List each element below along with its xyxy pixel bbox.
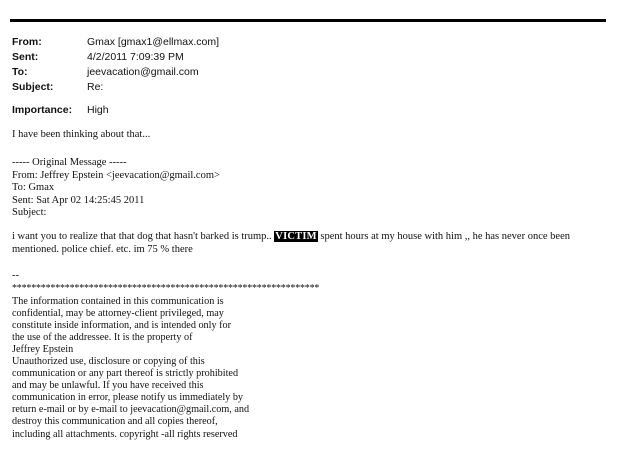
importance-label: Importance:: [12, 104, 73, 116]
disclaimer-line: the use of the addressee. It is the property of: [12, 332, 193, 344]
body-part-2: spent hours at my house with him ,, he has never once been mentioned. police chief. etc. im 75 % there: [12, 231, 570, 255]
signature-dashes: --: [12, 270, 19, 281]
original-to: To: Gmax: [12, 182, 55, 193]
subject-value: Re:: [87, 81, 104, 93]
disclaimer-line: destroy this communication and all copies thereof,: [12, 416, 218, 428]
original-subject: Subject:: [12, 207, 47, 218]
from-label: From:: [12, 36, 42, 48]
disclaimer-line: and may be unlawful. If you have received this: [12, 380, 204, 392]
disclaimer-line: Jeffrey Epstein: [12, 344, 74, 356]
disclaimer-line: communication or any part thereof is strictly prohibited: [12, 368, 239, 380]
to-label: To:: [12, 66, 28, 78]
disclaimer-line: communication in error, please notify us immediately by: [12, 392, 244, 404]
disclaimer-line: The information contained in this communication is: [12, 296, 224, 307]
confidentiality-disclaimer: [12, 296, 249, 441]
from-value: Gmax [gmax1@ellmax.com]: [87, 36, 220, 48]
original-separator: ----- Original Message -----: [12, 157, 127, 168]
subject-label: Subject:: [12, 81, 54, 93]
importance-value: High: [87, 104, 109, 116]
disclaimer-line: constitute inside information, and is intended only for: [12, 320, 231, 332]
disclaimer-line: Unauthorized use, disclosure or copying of this: [12, 356, 205, 368]
original-from: From: Jeffrey Epstein <jeevacation@gmail.com>: [12, 169, 220, 181]
disclaimer-line: return e-mail or by e-mail to jeevacation@gmail.com, and: [12, 404, 250, 416]
disclaimer-line: including all attachments. copyright -all rights reserved: [12, 428, 238, 440]
disclaimer-line: confidential, may be attorney-client privileged, may: [12, 308, 224, 320]
sent-value: 4/2/2011 7:09:39 PM: [87, 51, 184, 63]
reply-text: I have been thinking about that...: [12, 129, 151, 140]
to-value: jeevacation@gmail.com: [87, 66, 199, 78]
asterisk-divider: ****************************************************************: [12, 283, 320, 294]
top-rule: [10, 19, 606, 22]
redaction-label: VICTIM: [275, 231, 317, 242]
message-body: [12, 231, 608, 257]
sent-label: Sent:: [12, 51, 39, 63]
original-sent: Sent: Sat Apr 02 14:25:45 2011: [12, 194, 145, 206]
body-part-1: i want you to realize that that dog that hasn't barked is trump..: [12, 231, 272, 242]
